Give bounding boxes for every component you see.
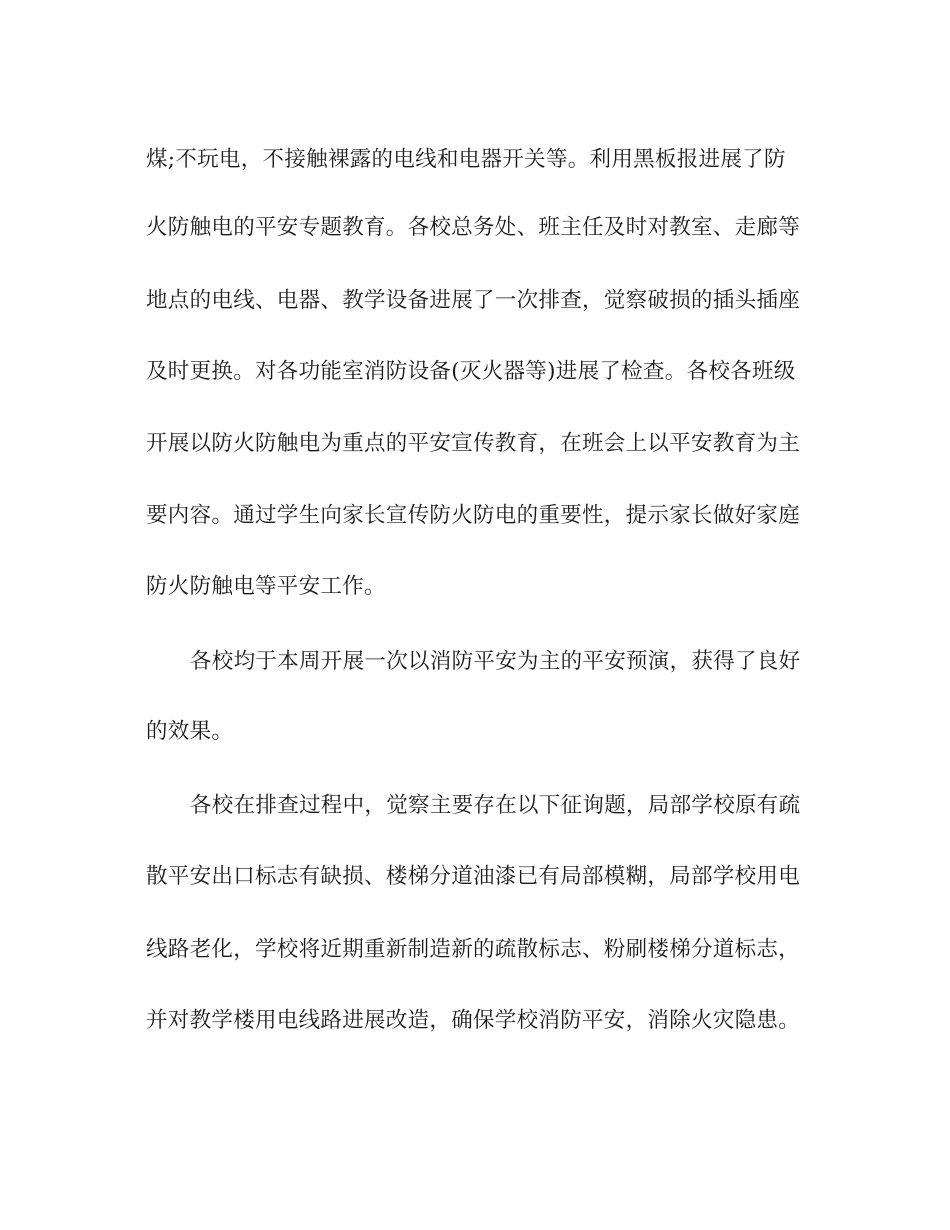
paragraph-3-line-2: 散平安出口标志有缺损、楼梯分道油漆已有局部模糊，局部学校用电	[146, 864, 801, 889]
paragraph-1-line-3: 地点的电线、电器、教学设备进展了一次排查，觉察破损的插头插座	[146, 288, 801, 313]
paragraph-3-line-3: 线路老化，学校将近期重新制造新的疏散标志、粉刷楼梯分道标志，	[146, 937, 801, 962]
paragraph-1-line-6: 要内容。通过学生向家长宣传防火防电的重要性，提示家长做好家庭	[146, 503, 801, 528]
paragraph-1-line-2: 火防触电的平安专题教育。各校总务处、班主任及时对教室、走廊等	[146, 215, 801, 240]
paragraph-1-line-1: 煤;不玩电，不接触裸露的电线和电器开关等。利用黑板报进展了防	[146, 147, 786, 172]
paragraph-2-line-1: 各校均于本周开展一次以消防平安为主的平安预演，获得了良好	[190, 649, 801, 674]
paragraph-1-line-4: 及时更换。对各功能室消防设备(灭火器等)进展了检查。各校各班级	[146, 359, 796, 384]
paragraph-1-line-5: 开展以防火防触电为重点的平安宣传教育，在班会上以平安教育为主	[146, 431, 801, 456]
paragraph-3-line-1: 各校在排查过程中，觉察主要存在以下征询题，局部学校原有疏	[190, 793, 801, 818]
paragraph-1-line-7: 防火防触电等平安工作。	[146, 574, 386, 599]
paragraph-3-line-4: 并对教学楼用电线路进展改造，确保学校消防平安，消除火灾隐患。	[146, 1008, 801, 1033]
paragraph-2-line-2: 的效果。	[146, 719, 234, 744]
